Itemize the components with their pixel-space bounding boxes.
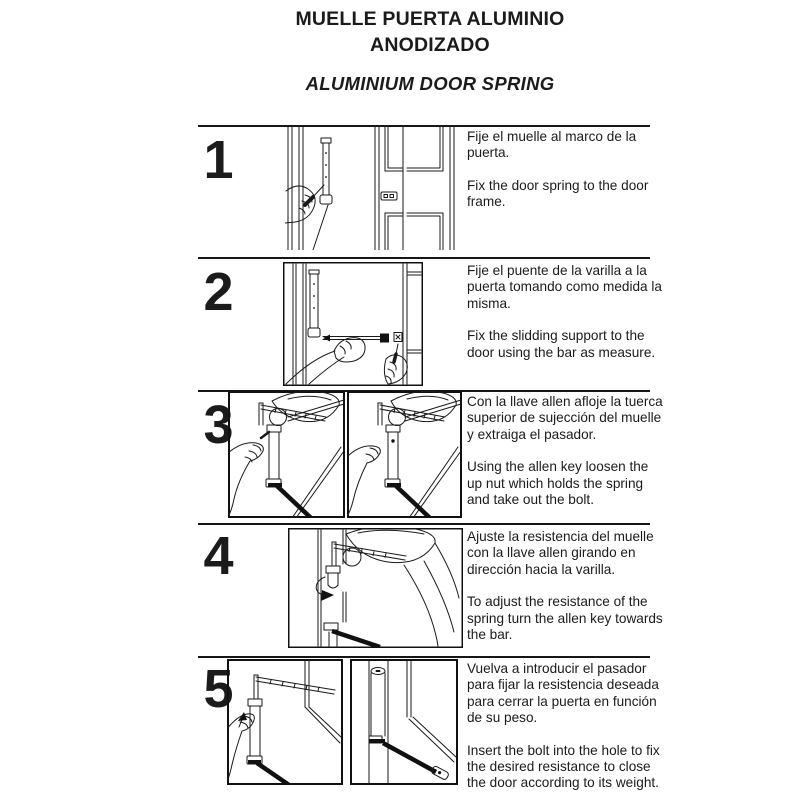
spring-rod — [320, 138, 332, 204]
door-frame-spring-drawing — [285, 125, 455, 250]
spring-bar — [277, 486, 311, 518]
step-2-illustration — [283, 262, 423, 386]
hand-with-screwdriver-icon — [285, 185, 324, 223]
step-3-illustration-left — [228, 391, 345, 518]
step-5-illustration-left — [227, 659, 343, 785]
step-3-text-es: Con la llave allen afloje la tuerca superior de sujección del muelle y extraiga el pasador. — [467, 394, 663, 442]
page-title — [170, 6, 690, 58]
door-fitting — [394, 333, 402, 342]
spring-cylinder — [326, 566, 340, 588]
step-2-text-en: Fix the slidding support to the door using the bar as measure. — [467, 328, 656, 360]
adjust-resistance-drawing — [288, 528, 463, 648]
bolt — [261, 432, 269, 438]
spring-bar — [383, 743, 436, 772]
spring-cylinder — [369, 668, 385, 744]
page-subtitle: ALUMINIUM DOOR SPRING — [305, 73, 555, 94]
allen-key-icon — [254, 675, 335, 699]
step-5-illustration-right — [350, 659, 458, 785]
step-3-illustration-right — [347, 391, 462, 518]
step-3-number: 3 — [203, 395, 233, 455]
step-1-text — [467, 129, 665, 227]
bolt-hole — [391, 439, 394, 442]
step-4-text — [467, 529, 665, 659]
panel-border — [284, 263, 423, 386]
lock-plate — [381, 192, 397, 200]
step-2-number: 2 — [203, 262, 233, 322]
panel-border — [229, 392, 344, 517]
bar-support-drawing — [283, 262, 423, 386]
door-frame — [288, 125, 303, 250]
step-5-text-en: Insert the bolt into the hole to fix the desired resistance to close the door according to its weight. — [467, 742, 660, 791]
spring-cylinder — [266, 425, 281, 487]
holding-hand-icon — [286, 338, 365, 384]
step-5-text — [467, 661, 665, 800]
pointing-hand-icon — [347, 446, 380, 515]
step-5-text-es: Vuelva a introducir el pasador para fijar la resistencia deseada para cerrar la puerta en función de su peso. — [467, 661, 659, 726]
gripping-hand-icon — [343, 528, 459, 646]
insert-bolt-drawing — [227, 659, 343, 785]
rotation-arrow-icon — [316, 577, 334, 601]
door-gap-background — [369, 661, 456, 783]
panel-border — [351, 660, 457, 784]
step-4-illustration — [288, 528, 463, 648]
step-2-text — [467, 263, 665, 377]
bolt-removed-drawing — [347, 391, 462, 518]
step-5-number: 5 — [203, 659, 233, 719]
step-3-text — [467, 394, 665, 524]
header — [170, 6, 690, 95]
door-leaf — [375, 125, 454, 250]
title-line-2: ANODIZADO — [370, 34, 490, 56]
panel-border — [289, 529, 463, 648]
row-separator — [198, 257, 650, 259]
door-edge-background — [305, 661, 341, 743]
spring-bar — [257, 763, 289, 785]
step-1-number: 1 — [203, 130, 233, 190]
pulling-hand-icon — [228, 443, 263, 515]
step-3-text-en: Using the allen key loosen the up nut which holds the spring and take out the bolt. — [467, 459, 649, 508]
callout-line — [313, 205, 328, 250]
hand-with-screwdriver-icon — [384, 344, 407, 384]
step-1-text-en: Fix the door spring to the door frame. — [467, 177, 649, 210]
step-4-text-en: To adjust the resistance of the spring turn the allen key towards the bar. — [467, 594, 663, 643]
allen-key-icon — [378, 403, 445, 425]
step-4-number: 4 — [203, 526, 233, 586]
spring-rod — [308, 270, 320, 337]
door-leaf — [403, 264, 421, 384]
step-1-illustration — [285, 125, 455, 250]
step-2-text-es: Fije el puente de la varilla a la puerta tomando como medida la misma. — [467, 263, 662, 311]
finished-assembly-drawing — [350, 659, 458, 785]
door-frame — [293, 264, 306, 384]
step-1-text-es: Fije el muelle al marco de la puerta. — [467, 129, 637, 161]
title-line-1: MUELLE PUERTA ALUMINIO — [295, 8, 565, 30]
step-4-text-es: Ajuste la resistencia del muelle con la llave allen girando en dirección hacia la varilla. — [467, 529, 654, 577]
spring-cylinder — [247, 699, 262, 764]
spring-bar — [332, 631, 380, 647]
bar-anchor — [369, 739, 385, 743]
allen-key-loosen-drawing — [228, 391, 345, 518]
spring-cylinder — [385, 425, 400, 487]
